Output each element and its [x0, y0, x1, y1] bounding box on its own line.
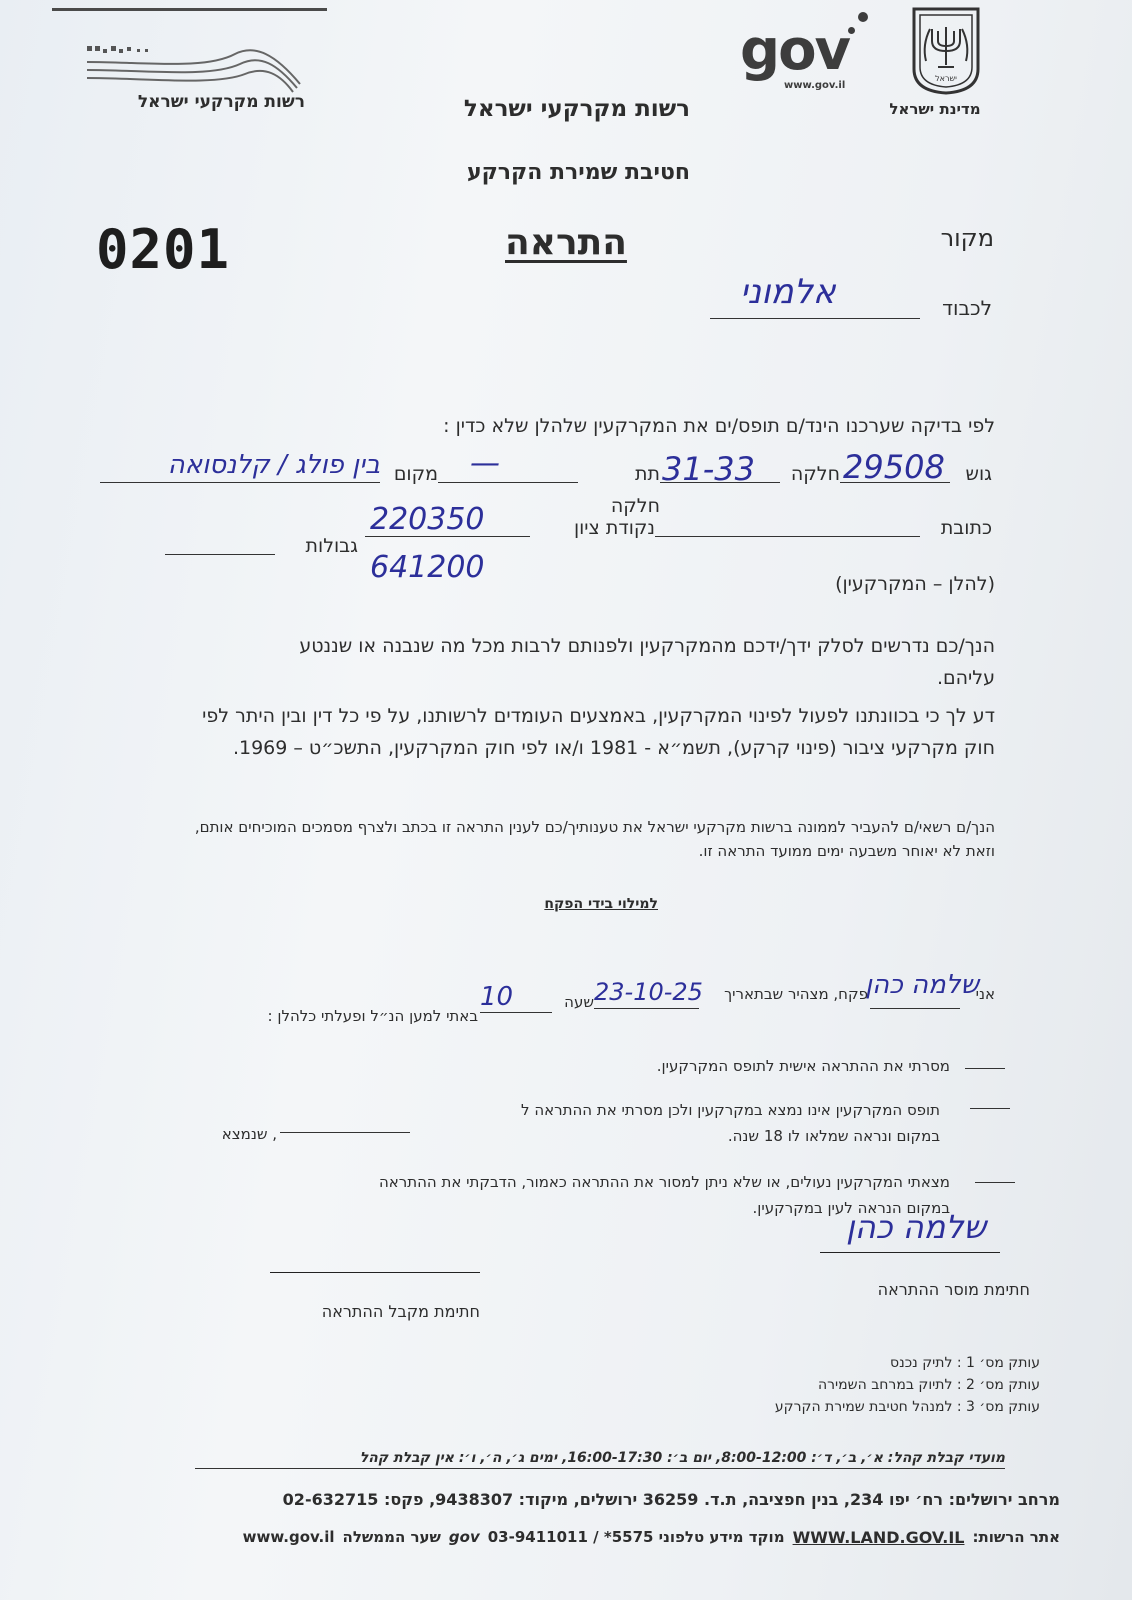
intro-text: לפי בדיקה שערכנו הינד/ם תופס/ים את המקרקעין שלהלן שלא כדין : — [443, 415, 995, 437]
footer-links-row — [140, 1528, 1060, 1547]
state-label: מדינת ישראל — [889, 100, 981, 118]
coord-value-1: 220350 — [370, 502, 485, 537]
inspector-declare: פקח, מצהיר שבתאריך — [724, 985, 868, 1003]
deliverer-signature-line — [820, 1252, 1000, 1253]
gov-logo-dot — [858, 12, 868, 22]
to-handwritten: אלמוני — [740, 272, 836, 312]
deliverer-signature-hw: שלמה כהן — [846, 1208, 987, 1246]
svg-text:ישראל: ישראל — [935, 74, 957, 83]
sub-helka-value: — — [470, 446, 500, 481]
opt3-checkline — [975, 1182, 1015, 1183]
helka-value: 31-33 — [662, 450, 755, 488]
sub-helka-line — [438, 482, 578, 483]
inspector-name-line — [870, 1008, 960, 1009]
opt1-checkline — [965, 1068, 1005, 1069]
to-line — [710, 318, 920, 319]
site-label: אתר הרשות: — [972, 1528, 1060, 1546]
gov-logo-url: www.gov.il — [784, 80, 846, 91]
copy-item: עותק מס׳ 2 : לתיוק במרחב השמירה — [817, 1377, 1040, 1393]
gov-portal-link[interactable]: www.gov.il — [242, 1528, 335, 1546]
info-center: מוקד מידע טלפוני 5575* / 03-9411011 — [487, 1528, 785, 1546]
place-label: מקום — [393, 463, 438, 485]
gov-portal-label: שער הממשלה — [342, 1528, 441, 1546]
option-2a: תופס המקרקעין אינו נמצא במקרקעין ולכן מסרתי את ההתראה ל — [521, 1101, 940, 1119]
option-3a: מצאתי המקרקעין נעולים, או שלא ניתן למסור את ההתראה כאמור, הדבקתי את ההתראה — [378, 1173, 950, 1191]
division-title: חטיבת שמירת הקרקע — [466, 160, 690, 185]
paragraph-notice: דע לך כי בכוונתנו לפעול לפינוי המקרקעין, באמצעים העומדים לרשותנו, על פי כל דין ובין היתר לפי חוק מקרקעי ציבור (פינוי קרקע), תשמ״א - 1981 ו/או לפי חוק המקרקעין, התשכ״ט – 1969. — [202, 705, 995, 759]
inspector-hour-line — [480, 1012, 552, 1013]
address-line — [655, 536, 920, 537]
hereinafter-text: (להלן – המקרקעין) — [835, 573, 995, 595]
copy-item: עותק מס׳ 3 : למנהל חטיבת שמירת הקרקע — [774, 1399, 1040, 1415]
deliverer-signature-label: חתימת מוסר ההתראה — [877, 1280, 1030, 1299]
footer-rule — [195, 1468, 1005, 1469]
source-label: מקור — [940, 224, 994, 252]
copies-list — [690, 1352, 1040, 1418]
document-title: התראה — [505, 222, 627, 263]
gush-label: גוש — [965, 463, 992, 485]
place-value: בין פולג / קלנסואה — [167, 450, 380, 480]
option-3b: במקום הנראה לעין במקרקעין. — [752, 1199, 950, 1217]
gov-mini-logo: gov — [448, 1528, 480, 1546]
top-rule — [52, 8, 327, 11]
sub-helka-label: תת חלקה — [610, 463, 660, 517]
address-label: כתובת — [940, 517, 992, 539]
inspector-date-line — [594, 1008, 699, 1009]
option-1: מסרתי את ההתראה אישית לתופס המקרקעין. — [656, 1057, 950, 1075]
to-label: לכבוד — [942, 296, 992, 320]
receiver-signature-line — [270, 1272, 480, 1273]
inspector-line-i: אני — [975, 985, 995, 1003]
inspector-name-hw: שלמה כהן — [865, 970, 979, 1000]
borders-line — [165, 554, 275, 555]
inspector-date-hw: 23-10-25 — [594, 978, 703, 1006]
place-line — [100, 482, 380, 483]
gov-logo-word: gov — [740, 18, 850, 83]
helka-label: חלקה — [790, 463, 840, 485]
paragraph-rights: הנך/ם רשאי/ם להעביר לממונה ברשות מקרקעי ישראל את טענותיך/כם לענין התראה זו בכתב ולצרף מסמכים המוכיחים אותם, וזאת לא יאוחר משבעה ימים ממועד התראה זו. — [194, 818, 995, 860]
footer-hours: מועדי קבלת קהל: א׳, ב׳, ד׳: 8:00-12:00, יום ב׳: 16:00-17:30, ימים ג׳, ה׳, ו׳: אין קבלת קהל — [359, 1450, 1005, 1466]
option-2b: , שנמצא — [221, 1125, 277, 1143]
copy-item: עותק מס׳ 1 : לתיק נכנס — [890, 1355, 1040, 1371]
option-2c: במקום ונראה שמלאו לו 18 שנה. — [727, 1127, 940, 1145]
opt2-checkline — [970, 1108, 1010, 1109]
inspector-hour-label: שעה — [564, 993, 594, 1011]
opt2-recipient-line — [280, 1132, 410, 1133]
borders-label: גבולות — [305, 535, 358, 557]
gush-value: 29508 — [843, 448, 945, 486]
coord-value-2: 641200 — [370, 550, 485, 585]
receiver-signature-label: חתימת מקבל ההתראה — [321, 1302, 480, 1321]
authority-title: רשות מקרקעי ישראל — [463, 96, 690, 122]
site-link[interactable]: WWW.LAND.GOV.IL — [792, 1528, 965, 1547]
ila-logo-label: רשות מקרקעי ישראל — [137, 92, 305, 112]
state-emblem-icon — [910, 5, 982, 95]
inspector-heading: למילוי בידי הפקח — [544, 896, 658, 912]
ila-logo-icon — [85, 40, 305, 95]
inspector-arrived: באתי למען הנ״ל ופעלתי כלהלן : — [267, 1007, 478, 1025]
coord-label: נקודת ציון — [573, 517, 655, 539]
inspector-hour-hw: 10 — [480, 982, 514, 1012]
document-number: 0201 — [96, 218, 231, 281]
paragraph-evict: הנך/כם נדרשים לסלק ידך/ידכם מהמקרקעין ולפנותם לרבות מכל מה שנבנה או שננטע עליהם. — [299, 635, 995, 689]
footer-address: מרחב ירושלים: רח׳ יפו 234, בנין חפציבה, ת.ד. 36259 ירושלים, מיקוד: 9438307, פקס: 02-632715 — [282, 1490, 1060, 1509]
